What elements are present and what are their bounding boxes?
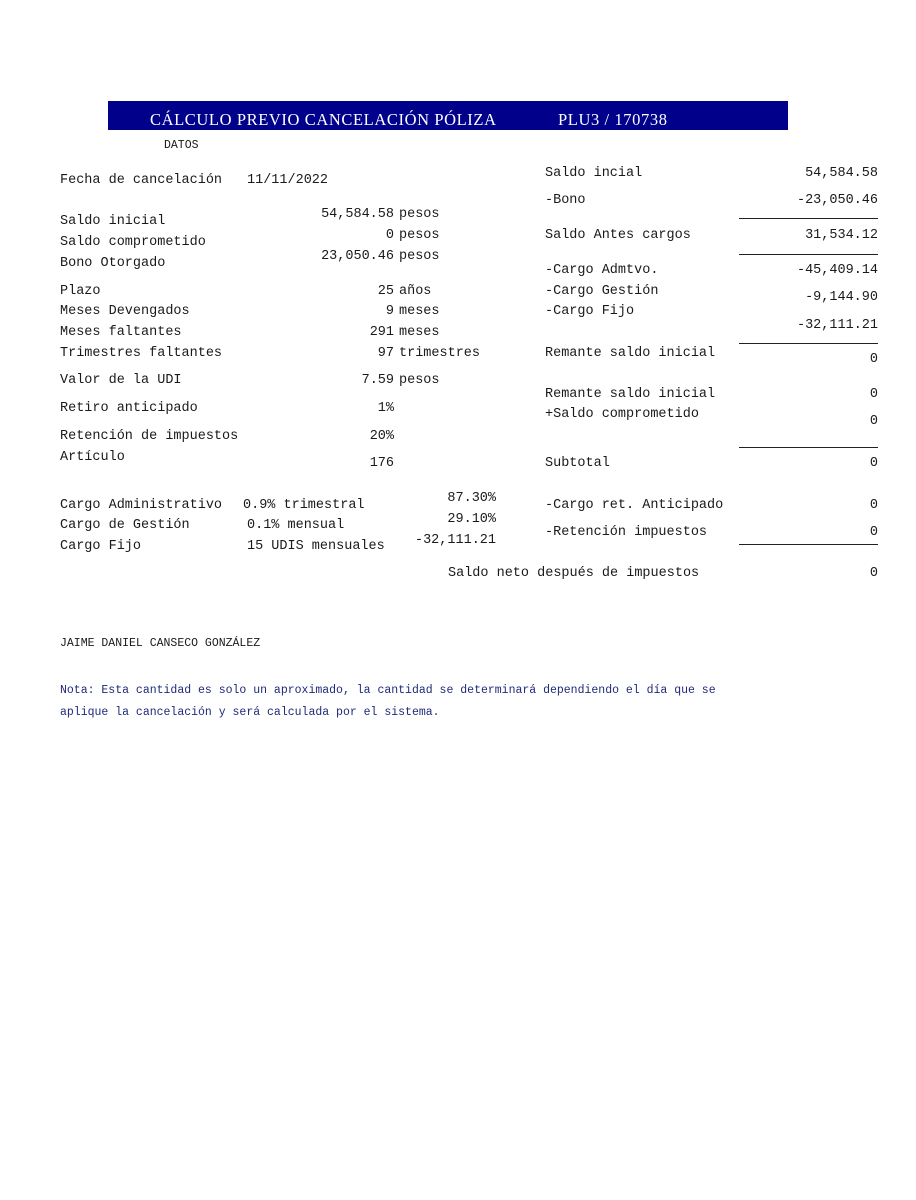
resumen-antes-cargos-value: 31,534.12 (805, 228, 878, 243)
resumen-saldo-inicial-value: 54,584.58 (805, 166, 878, 181)
fecha-cancelacion-label: Fecha de cancelación (60, 173, 223, 188)
resumen-antes-cargos-label: Saldo Antes cargos (545, 228, 691, 243)
trimestres-faltantes-label: Trimestres faltantes (60, 346, 223, 361)
resumen-bono-value: -23,050.46 (796, 193, 878, 208)
resumen-remante-value: 0 (869, 352, 878, 367)
resumen-ret-anticipado-label: -Cargo ret. Anticipado (545, 498, 724, 513)
trimestres-faltantes-unit: trimestres (399, 346, 481, 361)
saldo-comprometido-label: Saldo comprometido (60, 235, 206, 250)
policy-code: PLU3 / 170738 (558, 110, 668, 129)
resumen-cargo-fijo-value: -32,111.21 (796, 318, 878, 333)
resumen-mas-comprometido-value: 0 (869, 414, 878, 429)
valor-udi-unit: pesos (399, 373, 440, 388)
cargo-fijo-label: Cargo Fijo (60, 539, 142, 554)
saldo-inicial-label: Saldo inicial (60, 214, 166, 229)
retiro-anticipado-label: Retiro anticipado (60, 401, 198, 416)
retencion-impuestos-value: 20% (369, 429, 394, 444)
meses-devengados-label: Meses Devengados (60, 304, 190, 319)
retencion-impuestos-label: Retención de impuestos (60, 429, 239, 444)
divider-line (739, 544, 878, 545)
cargo-gestion-value: 29.10% (447, 512, 496, 527)
resumen-cargo-admtvo-value: -45,409.14 (796, 263, 878, 278)
divider-line (739, 254, 878, 255)
resumen-remante2-value: 0 (869, 387, 878, 402)
resumen-cargo-fijo-label: -Cargo Fijo (545, 304, 635, 319)
resumen-bono-label: -Bono (545, 193, 586, 208)
meses-devengados-value: 9 (385, 304, 394, 319)
resumen-remante2-label: Remante saldo inicial (545, 387, 716, 402)
retiro-anticipado-value: 1% (377, 401, 394, 416)
resumen-ret-anticipado-value: 0 (869, 498, 878, 513)
resumen-ret-impuestos-label: -Retención impuestos (545, 525, 708, 540)
divider-line (739, 218, 878, 219)
saldo-neto-label: Saldo neto después de impuestos (448, 566, 700, 581)
divider-line (739, 343, 878, 344)
divider-line (739, 447, 878, 448)
cargo-gestion-label: Cargo de Gestión (60, 518, 190, 533)
trimestres-faltantes-value: 97 (377, 346, 394, 361)
valor-udi-label: Valor de la UDI (60, 373, 182, 388)
fecha-cancelacion-value: 11/11/2022 (247, 173, 329, 188)
meses-faltantes-unit: meses (399, 325, 440, 340)
cargo-administrativo-value: 87.30% (447, 491, 496, 506)
resumen-cargo-gestion-label: -Cargo Gestión (545, 284, 659, 299)
cargo-administrativo-label: Cargo Administrativo (60, 498, 223, 513)
document-title: CÁLCULO PREVIO CANCELACIÓN PÓLIZA (150, 110, 497, 129)
articulo-label: Artículo (60, 450, 125, 465)
saldo-neto-value: 0 (869, 566, 878, 581)
cargo-administrativo-rate: 0.9% trimestral (243, 498, 365, 513)
cargo-gestion-rate: 0.1% mensual (247, 518, 345, 533)
bono-otorgado-label: Bono Otorgado (60, 256, 166, 271)
section-label: DATOS (164, 139, 199, 152)
plazo-value: 25 (377, 284, 394, 299)
bono-otorgado-value: 23,050.46 (321, 249, 394, 264)
client-name: JAIME DANIEL CANSECO GONZÁLEZ (60, 637, 261, 650)
meses-faltantes-label: Meses faltantes (60, 325, 182, 340)
plazo-unit: años (399, 284, 432, 299)
resumen-ret-impuestos-value: 0 (869, 525, 878, 540)
cargo-fijo-value: -32,111.21 (414, 533, 496, 548)
plazo-label: Plazo (60, 284, 101, 299)
saldo-inicial-value: 54,584.58 (321, 207, 394, 222)
valor-udi-value: 7.59 (361, 373, 394, 388)
resumen-saldo-inicial-label: Saldo incial (545, 166, 643, 181)
cargo-fijo-rate: 15 UDIS mensuales (247, 539, 385, 554)
saldo-comprometido-value: 0 (385, 228, 394, 243)
resumen-subtotal-label: Subtotal (545, 456, 610, 471)
resumen-cargo-admtvo-label: -Cargo Admtvo. (545, 263, 659, 278)
saldo-inicial-unit: pesos (399, 207, 440, 222)
resumen-cargo-gestion-value: -9,144.90 (805, 290, 878, 305)
resumen-remante-label: Remante saldo inicial (545, 346, 716, 361)
meses-faltantes-value: 291 (369, 325, 394, 340)
saldo-comprometido-unit: pesos (399, 228, 440, 243)
articulo-value: 176 (369, 456, 394, 471)
note-line-2: aplique la cancelación y será calculada por el sistema. (60, 706, 440, 719)
meses-devengados-unit: meses (399, 304, 440, 319)
title-bar (108, 101, 788, 130)
resumen-mas-comprometido-label: +Saldo comprometido (545, 407, 699, 422)
bono-otorgado-unit: pesos (399, 249, 440, 264)
note-line-1: Nota: Esta cantidad es solo un aproximado, la cantidad se determinará dependiendo el día que se (60, 684, 716, 697)
resumen-subtotal-value: 0 (869, 456, 878, 471)
